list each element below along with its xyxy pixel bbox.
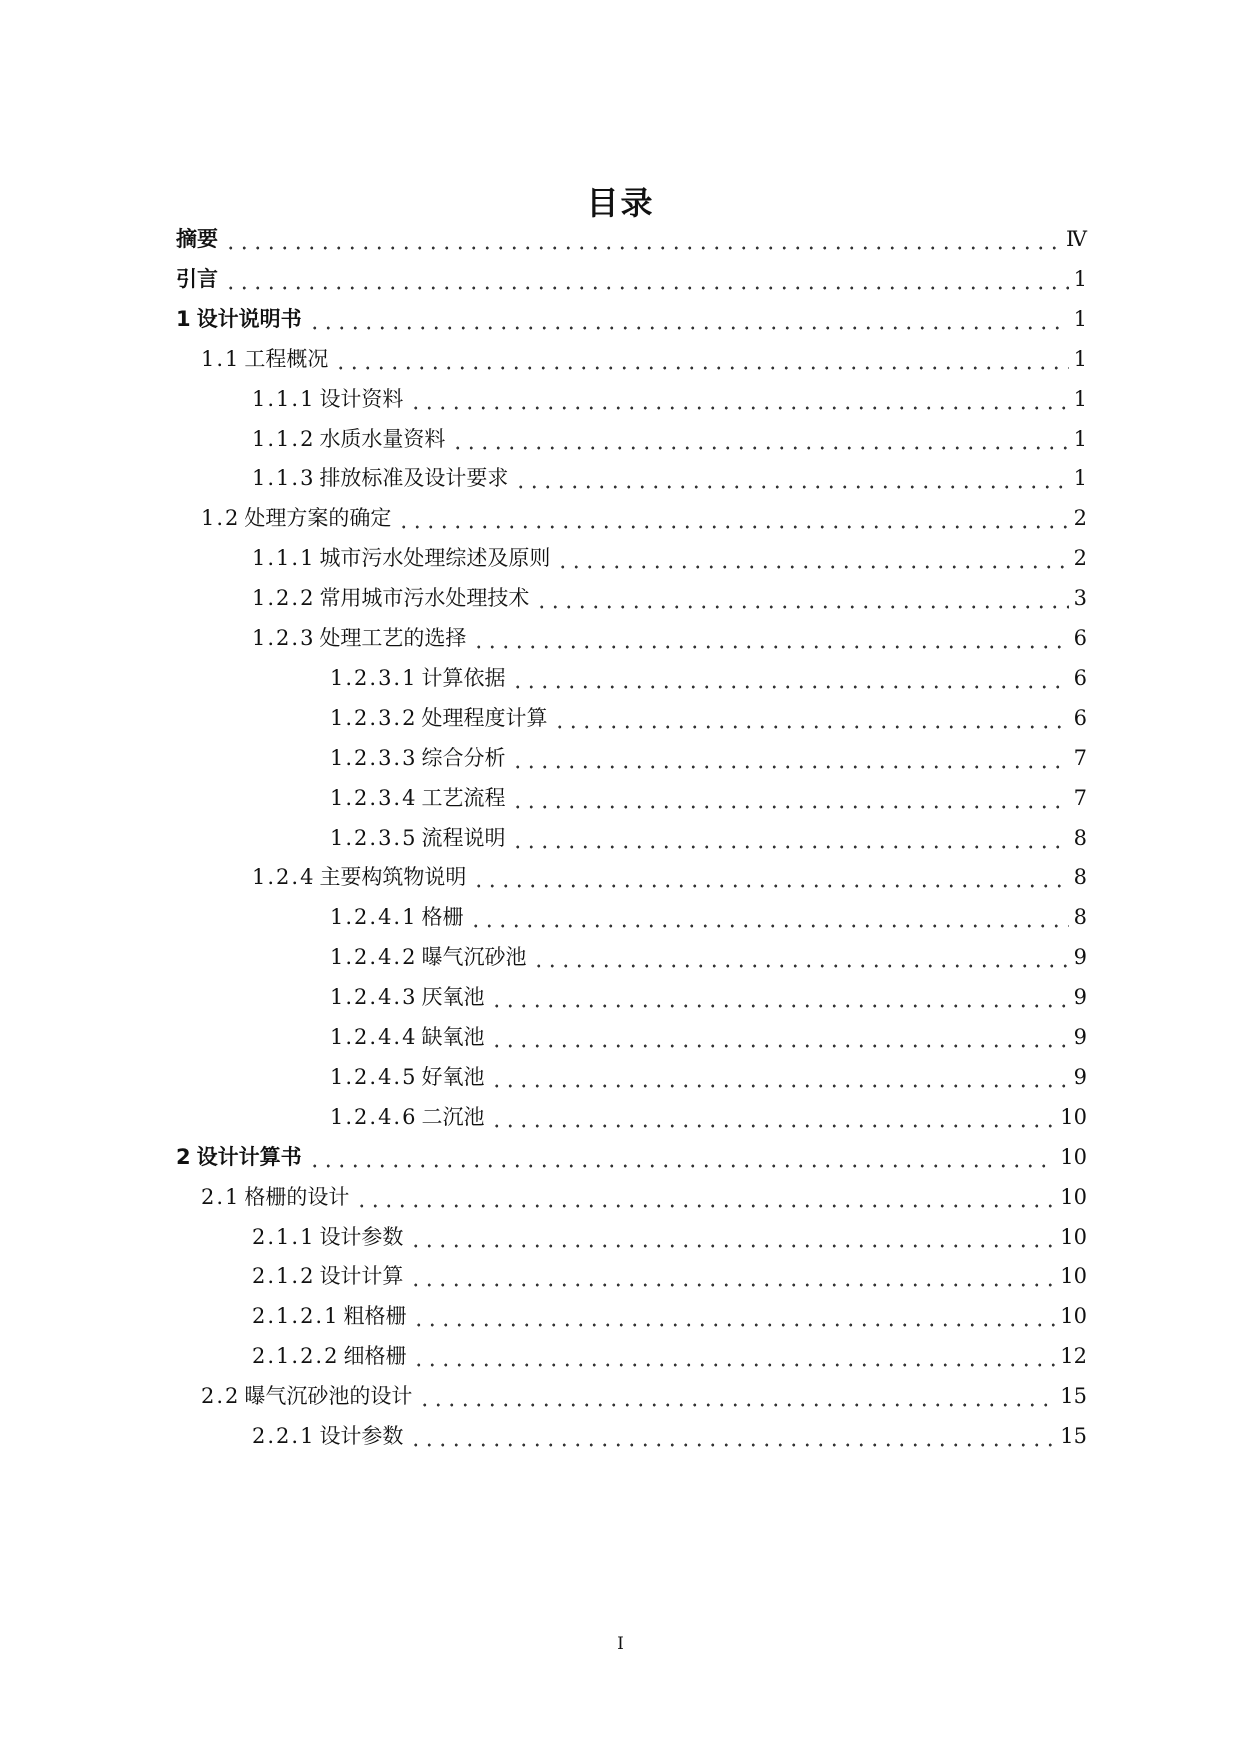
- toc-entry[interactable]: [252, 1299, 1087, 1333]
- dot-leader: [472, 860, 1068, 894]
- toc-entry-page: 9: [1073, 945, 1087, 970]
- toc-entry-number: 1.1.2: [252, 426, 316, 451]
- toc-entry-number: 1.2.4.3: [330, 985, 418, 1010]
- toc-entry-number: 1.1.1: [252, 546, 316, 571]
- toc-entry-page: 10: [1060, 1184, 1087, 1209]
- dot-leader: [308, 302, 1069, 336]
- toc-entry-title: 设计资料: [319, 386, 404, 411]
- dot-leader: [397, 501, 1068, 535]
- toc-entry-number: 2.2.1: [252, 1424, 316, 1448]
- toc-entry-title: 细格栅: [343, 1344, 407, 1369]
- toc-entry-page: 1: [1073, 266, 1087, 291]
- dot-leader: [224, 262, 1069, 296]
- toc-entry-number: 2.1: [201, 1184, 241, 1209]
- toc-entry-page: 15: [1060, 1384, 1087, 1409]
- toc-entry-number: 1.2.3.2: [330, 705, 418, 730]
- toc-entry-number: 1.2.2: [252, 586, 316, 611]
- dot-leader: [556, 541, 1068, 575]
- dot-leader: [409, 1259, 1055, 1293]
- toc-entry-title: 主要构筑物说明: [319, 865, 467, 890]
- dot-leader: [511, 741, 1068, 775]
- toc-entry[interactable]: [252, 581, 1087, 615]
- toc-entry[interactable]: [252, 461, 1087, 495]
- toc-entry[interactable]: [201, 1379, 1087, 1413]
- toc-entry-page: 9: [1073, 1064, 1087, 1089]
- toc-entry[interactable]: [330, 821, 1087, 855]
- dot-leader: [490, 1020, 1068, 1054]
- toc-entry[interactable]: [252, 860, 1087, 894]
- toc-entry[interactable]: [252, 422, 1087, 456]
- toc-entry-title: 计算依据: [421, 665, 506, 690]
- toc-entry-title: 引言: [176, 266, 218, 291]
- dot-leader: [412, 1339, 1055, 1373]
- toc-entry-page: 9: [1073, 985, 1087, 1010]
- toc-entry-number: 1.1.3: [252, 466, 316, 491]
- dot-leader: [412, 1299, 1055, 1333]
- toc-entry-title: 常用城市污水处理技术: [319, 586, 530, 611]
- toc-entry[interactable]: [330, 781, 1087, 815]
- dot-leader: [308, 1140, 1056, 1174]
- toc-entry[interactable]: [252, 1259, 1087, 1293]
- toc-entry-number: 2.1.1: [252, 1224, 316, 1249]
- toc-entry-number: 1.2.3.1: [330, 665, 418, 690]
- dot-leader: [472, 621, 1068, 655]
- toc-entry-page: 10: [1060, 1304, 1087, 1329]
- dot-leader: [514, 461, 1068, 495]
- toc-entry[interactable]: [330, 980, 1087, 1014]
- toc-entry[interactable]: [330, 1100, 1087, 1134]
- toc-entry-page: 3: [1073, 586, 1087, 611]
- toc-entry-page: 7: [1073, 745, 1087, 770]
- dot-leader: [355, 1180, 1055, 1214]
- page-number: I: [617, 1634, 624, 1654]
- toc-entry-page: 8: [1073, 865, 1087, 890]
- toc-entry-number: 1.1.1: [252, 386, 316, 411]
- toc-entry-number: 2.2: [201, 1384, 241, 1409]
- dot-leader: [511, 781, 1068, 815]
- toc-entry[interactable]: [201, 342, 1087, 376]
- toc-entry-page: 10: [1060, 1104, 1087, 1129]
- dot-leader: [490, 980, 1068, 1014]
- toc-entry[interactable]: [330, 701, 1087, 735]
- toc-entry[interactable]: [201, 1180, 1087, 1214]
- toc-entry-title: 处理方案的确定: [244, 506, 392, 531]
- toc-entry-title: 设计说明书: [196, 306, 302, 331]
- toc-entry-title: 曝气沉砂池: [421, 945, 527, 970]
- toc-entry[interactable]: [330, 741, 1087, 775]
- toc-entry-number: 1.2.3.5: [330, 825, 418, 850]
- toc-entry-number: 1.2.4.6: [330, 1104, 418, 1129]
- dot-leader: [490, 1100, 1055, 1134]
- toc-entry-page: 1: [1073, 466, 1087, 491]
- toc-entry[interactable]: [176, 262, 1087, 296]
- toc-entry-number: 1.2: [201, 506, 241, 531]
- dot-leader: [334, 342, 1068, 376]
- toc-entry-title: 好氧池: [421, 1064, 485, 1089]
- toc-entry-number: 2.1.2: [252, 1264, 316, 1289]
- toc-entry[interactable]: [176, 222, 1087, 256]
- toc-entry-title: 厌氧池: [421, 985, 485, 1010]
- dot-leader: [409, 382, 1068, 416]
- toc-entry[interactable]: [201, 501, 1087, 535]
- toc-entry[interactable]: [176, 1140, 1087, 1174]
- dot-leader: [532, 940, 1068, 974]
- toc-entry[interactable]: [252, 1220, 1087, 1254]
- toc-entry[interactable]: [252, 541, 1087, 575]
- toc-entry[interactable]: [330, 1060, 1087, 1094]
- toc-entry-title: 设计参数: [319, 1424, 404, 1448]
- toc-entry[interactable]: [330, 900, 1087, 934]
- dot-leader: [418, 1379, 1055, 1413]
- toc-entry-title: 缺氧池: [421, 1025, 485, 1049]
- toc-entry-title: 摘要: [176, 227, 218, 251]
- toc-entry-page: 15: [1060, 1424, 1087, 1448]
- toc-entry-page: 10: [1060, 1144, 1087, 1169]
- toc-entry-title: 水质水量资料: [319, 426, 446, 451]
- toc-entry-number: 1.2.3: [252, 626, 316, 650]
- dot-leader: [511, 821, 1068, 855]
- toc-entry-title: 工程概况: [244, 346, 329, 371]
- toc-entry-page: 9: [1073, 1025, 1087, 1049]
- toc-entry-number: 2.1.2.1: [252, 1304, 340, 1329]
- toc-entry[interactable]: [252, 1419, 1087, 1453]
- toc-entry-title: 设计参数: [319, 1224, 404, 1249]
- toc-entry-page: 6: [1073, 705, 1087, 730]
- dot-leader: [451, 422, 1068, 456]
- page-title: 目录: [586, 184, 655, 222]
- dot-leader: [409, 1220, 1055, 1254]
- toc-entry-title: 设计计算: [319, 1264, 404, 1289]
- toc-entry-title: 处理程度计算: [421, 705, 548, 730]
- toc-entry-title: 处理工艺的选择: [319, 626, 467, 650]
- toc-entry-number: 2.1.2.2: [252, 1344, 340, 1369]
- toc-entry-number: 1.2.4.1: [330, 905, 418, 930]
- toc-entry[interactable]: [330, 940, 1087, 974]
- toc-entry-title: 格栅: [421, 905, 464, 930]
- toc-entry-title: 工艺流程: [421, 785, 506, 810]
- toc-entry[interactable]: [252, 382, 1087, 416]
- toc-entry-title: 流程说明: [421, 825, 506, 850]
- toc-entry-number: 1.2.4.2: [330, 945, 418, 970]
- toc-entry-page: Ⅳ: [1066, 227, 1087, 251]
- dot-leader: [224, 222, 1061, 256]
- toc-entry[interactable]: [252, 1339, 1087, 1373]
- toc-entry-number: 1.2.3.4: [330, 785, 418, 810]
- toc-entry-page: 10: [1060, 1264, 1087, 1289]
- toc-entry-page: 2: [1073, 546, 1087, 571]
- toc-entry-title: 曝气沉砂池的设计: [244, 1384, 413, 1409]
- toc-entry-number: 1.1: [201, 346, 241, 371]
- toc-entry-page: 8: [1073, 825, 1087, 850]
- toc-entry-title: 城市污水处理综述及原则: [319, 546, 551, 571]
- toc-entry-page: 7: [1073, 785, 1087, 810]
- toc-entry-title: 排放标准及设计要求: [319, 466, 509, 491]
- dot-leader: [535, 581, 1068, 615]
- toc-entry-title: 粗格栅: [343, 1304, 407, 1329]
- toc-entry[interactable]: [252, 621, 1087, 655]
- toc-entry-page: 12: [1060, 1344, 1087, 1369]
- toc-entry-title: 设计计算书: [196, 1144, 302, 1169]
- toc-entry[interactable]: [176, 302, 1087, 336]
- toc-entry-number: 2: [176, 1144, 193, 1169]
- dot-leader: [469, 900, 1068, 934]
- toc-entry-number: 1.2.3.3: [330, 745, 418, 770]
- dot-leader: [511, 661, 1068, 695]
- toc-entry-title: 格栅的设计: [244, 1184, 350, 1209]
- toc-entry[interactable]: [330, 1020, 1087, 1054]
- toc-entry-page: 2: [1073, 506, 1087, 531]
- toc-entry-number: 1.2.4.4: [330, 1025, 418, 1049]
- toc-entry-number: 1.2.4: [252, 865, 316, 890]
- toc-entry-number: 1.2.4.5: [330, 1064, 418, 1089]
- toc-entry-page: 10: [1060, 1224, 1087, 1249]
- toc-entry-page: 1: [1073, 426, 1087, 451]
- toc-entry-page: 1: [1073, 346, 1087, 371]
- toc-entry-page: 6: [1073, 626, 1087, 650]
- toc-entry-page: 6: [1073, 665, 1087, 690]
- toc-entry-title: 二沉池: [421, 1104, 485, 1129]
- dot-leader: [490, 1060, 1068, 1094]
- toc-entry-page: 1: [1073, 306, 1087, 331]
- toc-entry-page: 1: [1073, 386, 1087, 411]
- dot-leader: [553, 701, 1068, 735]
- dot-leader: [409, 1419, 1055, 1453]
- toc-entry-page: 8: [1073, 905, 1087, 930]
- toc-entry[interactable]: [330, 661, 1087, 695]
- toc-entry-number: 1: [176, 306, 193, 331]
- toc-entry-title: 综合分析: [421, 745, 506, 770]
